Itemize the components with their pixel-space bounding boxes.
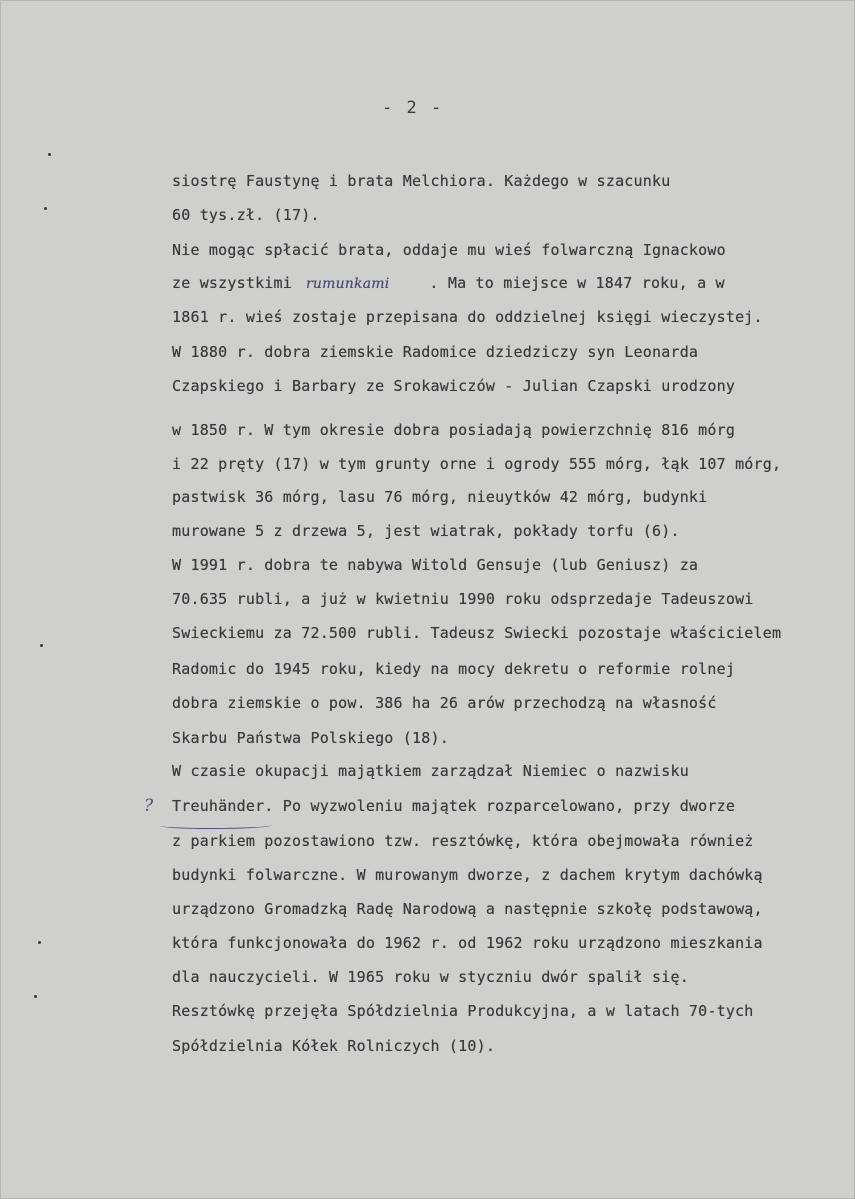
body-line: Spółdzielnia Kółek Rolniczych (10). xyxy=(172,1037,496,1055)
scan-dot xyxy=(34,995,37,998)
handwritten-underline xyxy=(160,822,272,829)
body-line: W 1991 r. dobra te nabywa Witold Gensuje (lub Geniusz) za xyxy=(172,556,699,574)
body-line: siostrę Faustynę i brata Melchiora. Każdego w szacunku xyxy=(172,172,671,190)
body-line: Nie mogąc spłacić brata, oddaje mu wieś folwarczną Ignackowo xyxy=(172,241,726,259)
body-line-start: ze wszystkimi xyxy=(172,274,292,292)
body-line: 70.635 rubli, a już w kwietniu 1990 roku odsprzedaje Tadeuszowi xyxy=(172,590,754,608)
body-line: 1861 r. wieś zostaje przepisana do oddzielnej księgi wieczystej. xyxy=(172,308,763,326)
body-line: i 22 pręty (17) w tym grunty orne i ogrody 555 mórg, łąk 107 mórg, xyxy=(172,455,782,473)
body-line: Resztówkę przejęła Spółdzielnia Produkcyjna, a w latach 70-tych xyxy=(172,1002,754,1020)
scan-dot xyxy=(40,644,43,647)
body-line-with-insert xyxy=(172,274,725,292)
scan-dot xyxy=(38,941,41,944)
body-line: dla nauczycieli. W 1965 roku w styczniu dwór spalił się. xyxy=(172,968,689,986)
body-line-end: . Ma to miejsce w 1847 roku, a w xyxy=(429,274,725,292)
body-line: która funkcjonowała do 1962 r. od 1962 roku urządzono mieszkania xyxy=(172,934,763,952)
margin-question-mark: ? xyxy=(144,796,154,816)
body-line: W czasie okupacji majątkiem zarządzał Niemiec o nazwisku xyxy=(172,762,689,780)
body-line: budynki folwarczne. W murowanym dworze, z dachem krytym dachówką xyxy=(172,866,763,884)
scan-dot xyxy=(44,207,47,210)
body-line: Skarbu Państwa Polskiego (18). xyxy=(172,729,449,747)
body-line: urządzono Gromadzką Radę Narodową a następnie szkołę podstawową, xyxy=(172,900,763,918)
body-line: dobra ziemskie o pow. 386 ha 26 arów przechodzą na własność xyxy=(172,694,717,712)
body-line: W 1880 r. dobra ziemskie Radomice dziedziczy syn Leonarda xyxy=(172,343,699,361)
scan-dot xyxy=(48,153,51,156)
body-line: Swieckiemu za 72.500 rubli. Tadeusz Swiecki pozostaje właścicielem xyxy=(172,624,782,642)
body-line: 60 tys.zł. (17). xyxy=(172,206,320,224)
body-line: w 1850 r. W tym okresie dobra posiadają powierzchnię 816 mórg xyxy=(172,421,736,439)
body-line: pastwisk 36 mórg, lasu 76 mórg, nieuytków 42 mórg, budynki xyxy=(172,488,708,506)
body-line: Czapskiego i Barbary ze Srokawiczów - Julian Czapski urodzony xyxy=(172,377,736,395)
handwritten-insert: rumunkami xyxy=(306,276,390,292)
body-line: Treuhänder. Po wyzwoleniu majątek rozparcelowano, przy dworze xyxy=(172,797,736,815)
body-line: z parkiem pozostawiono tzw. resztówkę, która obejmowała również xyxy=(172,832,754,850)
body-line: murowane 5 z drzewa 5, jest wiatrak, pokłady torfu (6). xyxy=(172,522,680,540)
body-line: Radomic do 1945 roku, kiedy na mocy dekretu o reformie rolnej xyxy=(172,660,736,678)
page-number: - 2 - xyxy=(382,98,444,118)
